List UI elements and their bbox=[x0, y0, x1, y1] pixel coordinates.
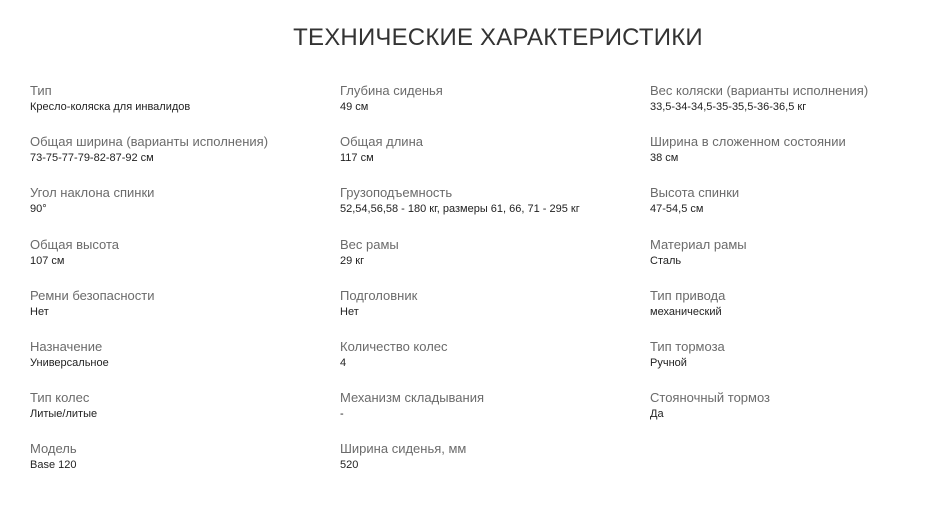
spec-label: Назначение bbox=[30, 339, 103, 354]
spec-value: - bbox=[340, 408, 344, 421]
spec-item bbox=[650, 287, 925, 319]
spec-item bbox=[340, 82, 640, 114]
spec-value: 52,54,56,58 - 180 кг, размеры 61, 66, 71 - 295 кг bbox=[340, 203, 580, 216]
spec-value: Base 120 bbox=[30, 459, 77, 472]
spec-label: Ремни безопасности bbox=[30, 287, 155, 303]
spec-item bbox=[340, 236, 640, 268]
spec-label: Грузоподъемность bbox=[340, 185, 453, 201]
spec-item bbox=[30, 133, 330, 165]
spec-value: 117 см bbox=[340, 152, 374, 165]
spec-label: Глубина сиденья bbox=[340, 83, 443, 98]
spec-label: Стояночный тормоз bbox=[650, 390, 771, 406]
spec-value: 47-54,5 см bbox=[650, 203, 704, 216]
spec-value: 73-75-77-79-82-87-92 см bbox=[30, 152, 154, 165]
spec-value: Нет bbox=[30, 305, 49, 318]
spec-item bbox=[30, 287, 330, 319]
spec-item bbox=[650, 338, 925, 370]
spec-item bbox=[30, 440, 330, 472]
spec-item bbox=[650, 133, 925, 165]
spec-label: Тип bbox=[30, 83, 52, 98]
spec-label: Тип колес bbox=[30, 390, 90, 406]
spec-value: 49 см bbox=[340, 101, 369, 113]
spec-value: Сталь bbox=[650, 254, 682, 267]
spec-value: Универсальное bbox=[30, 357, 109, 369]
spec-value: Кресло-коляска для инвалидов bbox=[30, 101, 191, 113]
spec-label: Вес рамы bbox=[340, 236, 399, 252]
spec-label: Материал рамы bbox=[650, 236, 747, 252]
spec-label: Вес коляски (варианты исполнения) bbox=[650, 83, 869, 98]
spec-item bbox=[650, 236, 925, 268]
spec-label: Механизм складывания bbox=[340, 390, 485, 406]
spec-label: Ширина сиденья, мм bbox=[340, 441, 467, 457]
spec-value: 33,5-34-34,5-35-35,5-36-36,5 кг bbox=[650, 101, 807, 113]
spec-value: 29 кг bbox=[340, 254, 365, 267]
spec-item bbox=[340, 440, 640, 472]
spec-value: механический bbox=[650, 305, 722, 318]
spec-value: 520 bbox=[340, 459, 359, 472]
spec-label: Угол наклона спинки bbox=[30, 185, 155, 201]
spec-item bbox=[30, 82, 330, 114]
spec-item bbox=[650, 184, 925, 216]
spec-label: Подголовник bbox=[340, 287, 418, 303]
spec-label: Тип привода bbox=[650, 287, 726, 303]
spec-item bbox=[30, 338, 330, 370]
spec-label: Модель bbox=[30, 441, 77, 457]
spec-label: Общая высота bbox=[30, 236, 120, 252]
spec-label: Высота спинки bbox=[650, 185, 740, 201]
spec-label: Общая ширина (варианты исполнения) bbox=[30, 134, 269, 150]
spec-item bbox=[30, 236, 330, 268]
spec-item bbox=[340, 184, 640, 216]
spec-item bbox=[30, 184, 330, 216]
spec-item bbox=[340, 287, 640, 319]
spec-value: Ручной bbox=[650, 357, 687, 369]
spec-item bbox=[340, 389, 640, 421]
spec-value: Да bbox=[650, 408, 664, 421]
spec-item bbox=[340, 133, 640, 165]
spec-item bbox=[340, 338, 640, 370]
spec-value: 107 см bbox=[30, 254, 65, 267]
spec-item bbox=[30, 389, 330, 421]
spec-label: Общая длина bbox=[340, 134, 423, 150]
spec-value: Нет bbox=[340, 305, 359, 318]
spec-value: Литые/литые bbox=[30, 408, 98, 421]
spec-item bbox=[650, 82, 925, 114]
spec-label: Ширина в сложенном состоянии bbox=[650, 134, 846, 150]
spec-value: 4 bbox=[340, 357, 347, 369]
page-title: ТЕХНИЧЕСКИЕ ХАРАКТЕРИСТИКИ bbox=[293, 24, 703, 51]
spec-label: Тип тормоза bbox=[650, 339, 725, 354]
spec-value: 90° bbox=[30, 203, 47, 216]
spec-item bbox=[650, 389, 925, 421]
spec-value: 38 см bbox=[650, 152, 679, 165]
spec-label: Количество колес bbox=[340, 339, 448, 354]
